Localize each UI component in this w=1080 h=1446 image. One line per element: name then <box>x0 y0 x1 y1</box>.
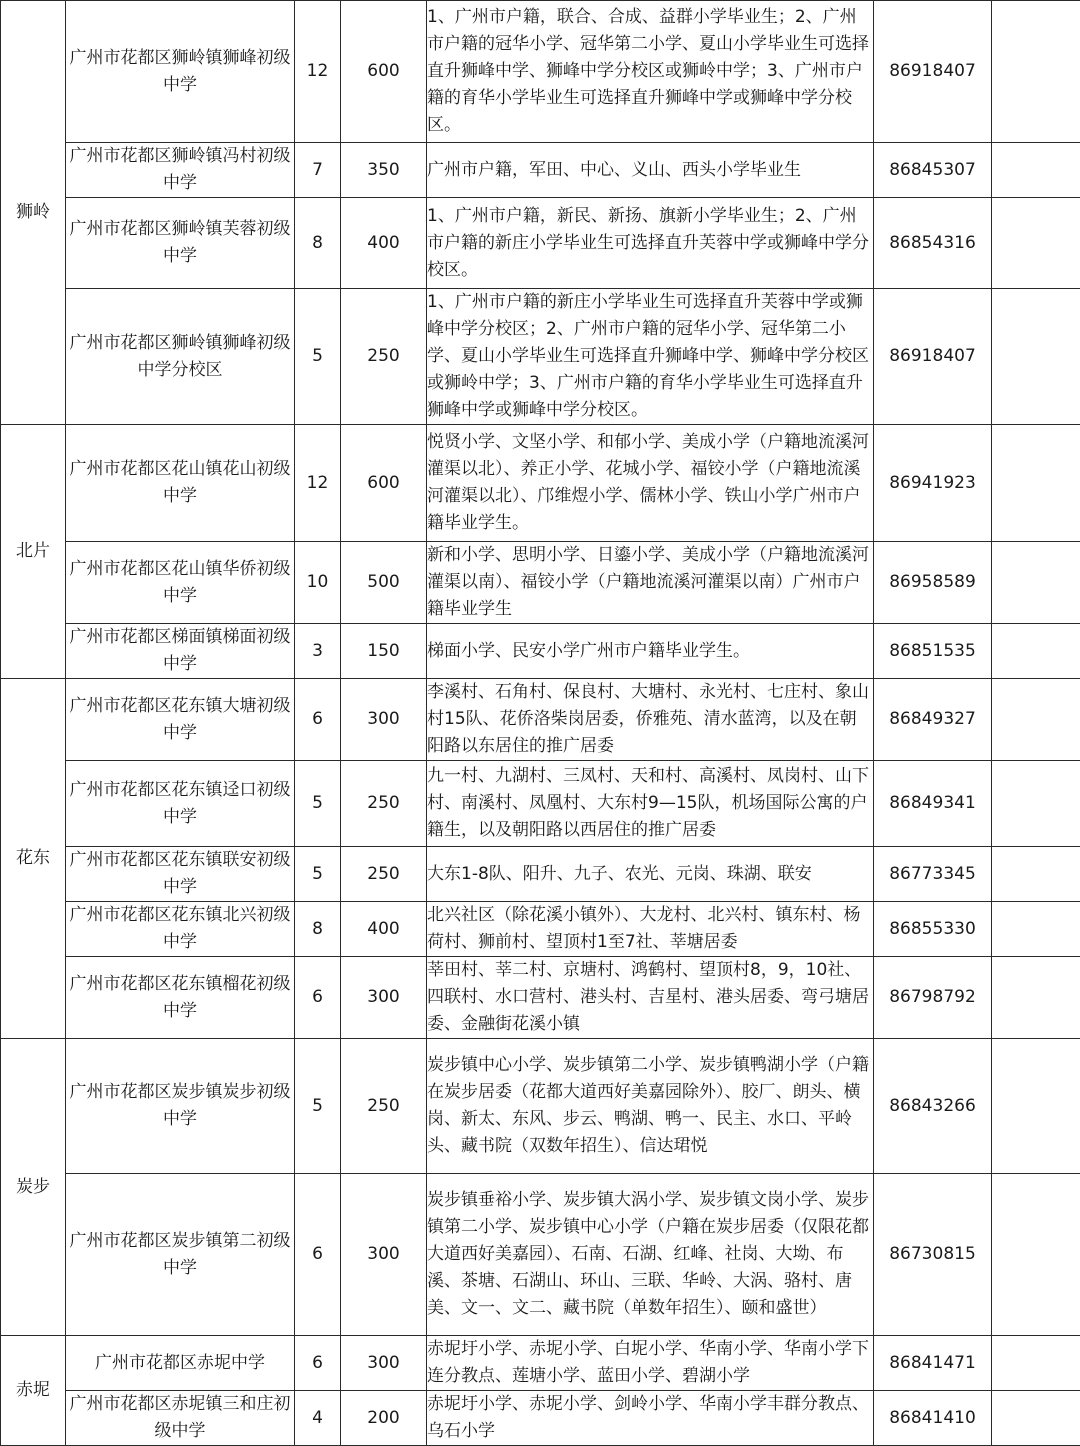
table-row <box>1 902 1080 957</box>
table-row <box>1 289 1080 425</box>
table-row <box>1 624 1080 679</box>
seat-count-cell: 250 <box>341 847 427 902</box>
note-cell <box>992 1174 1080 1336</box>
enrollment-scope-cell: 1、广州市户籍，联合、合成、益群小学毕业生；2、广州市户籍的冠华小学、冠华第二小学、夏山小学毕业生可选择直升狮峰中学、狮峰中学分校区或狮岭中学；3、广州市户籍的育华小学毕业生可选择直升狮峰中学或狮峰中学分校区。 <box>427 1 874 143</box>
note-cell <box>992 679 1080 761</box>
phone-cell: 86941923 <box>874 425 992 542</box>
note-cell <box>992 624 1080 679</box>
seat-count-cell: 250 <box>341 289 427 425</box>
table-row <box>1 679 1080 761</box>
class-count-cell: 6 <box>295 679 341 761</box>
enrollment-scope-cell: 大东1-8队、阳升、九子、农光、元岗、珠湖、联安 <box>427 847 874 902</box>
enrollment-scope-cell: 1、广州市户籍，新民、新扬、旗新小学毕业生；2、广州市户籍的新庄小学毕业生可选择直升芙蓉中学或狮峰中学分校区。 <box>427 198 874 289</box>
area-cell: 狮岭 <box>1 1 66 425</box>
phone-cell: 86849327 <box>874 679 992 761</box>
table-row <box>1 198 1080 289</box>
school-name-cell: 广州市花都区花东镇大塘初级中学 <box>66 679 295 761</box>
phone-cell: 86854316 <box>874 198 992 289</box>
school-name-cell: 广州市花都区花山镇华侨初级中学 <box>66 542 295 624</box>
note-cell <box>992 761 1080 847</box>
seat-count-cell: 250 <box>341 761 427 847</box>
class-count-cell: 4 <box>295 1391 341 1446</box>
seat-count-cell: 200 <box>341 1391 427 1446</box>
seat-count-cell: 300 <box>341 957 427 1039</box>
school-name-cell: 广州市花都区梯面镇梯面初级中学 <box>66 624 295 679</box>
table-row <box>1 425 1080 542</box>
table-row <box>1 761 1080 847</box>
phone-cell: 86841471 <box>874 1336 992 1391</box>
phone-cell: 86730815 <box>874 1174 992 1336</box>
note-cell <box>992 957 1080 1039</box>
seat-count-cell: 600 <box>341 1 427 143</box>
school-name-cell: 广州市花都区花东镇北兴初级中学 <box>66 902 295 957</box>
enrollment-scope-cell: 梯面小学、民安小学广州市户籍毕业学生。 <box>427 624 874 679</box>
class-count-cell: 6 <box>295 1174 341 1336</box>
note-cell <box>992 1336 1080 1391</box>
note-cell <box>992 143 1080 198</box>
note-cell <box>992 542 1080 624</box>
class-count-cell: 5 <box>295 847 341 902</box>
note-cell <box>992 1391 1080 1446</box>
note-cell <box>992 425 1080 542</box>
class-count-cell: 7 <box>295 143 341 198</box>
table-row <box>1 1336 1080 1391</box>
phone-cell: 86851535 <box>874 624 992 679</box>
seat-count-cell: 600 <box>341 425 427 542</box>
seat-count-cell: 150 <box>341 624 427 679</box>
school-name-cell: 广州市花都区狮岭镇狮峰初级中学 <box>66 1 295 143</box>
note-cell <box>992 198 1080 289</box>
seat-count-cell: 500 <box>341 542 427 624</box>
class-count-cell: 6 <box>295 1336 341 1391</box>
enrollment-scope-cell: 悦贤小学、文坚小学、和郁小学、美成小学（户籍地流溪河灌渠以北）、养正小学、花城小学、福铰小学（户籍地流溪河灌渠以北）、邝维煜小学、儒林小学、铁山小学广州市户籍毕业学生。 <box>427 425 874 542</box>
table-row <box>1 1174 1080 1336</box>
class-count-cell: 5 <box>295 761 341 847</box>
school-name-cell: 广州市花都区炭步镇炭步初级中学 <box>66 1039 295 1174</box>
school-name-cell: 广州市花都区花东镇联安初级中学 <box>66 847 295 902</box>
enrollment-scope-cell: 新和小学、思明小学、日鎏小学、美成小学（户籍地流溪河灌渠以南）、福铰小学（户籍地流溪河灌渠以南）广州市户籍毕业学生 <box>427 542 874 624</box>
school-name-cell: 广州市花都区花东镇迳口初级中学 <box>66 761 295 847</box>
note-cell <box>992 902 1080 957</box>
class-count-cell: 12 <box>295 1 341 143</box>
seat-count-cell: 400 <box>341 902 427 957</box>
phone-cell: 86849341 <box>874 761 992 847</box>
enrollment-scope-cell: 九一村、九湖村、三凤村、天和村、高溪村、凤岗村、山下村、南溪村、凤凰村、大东村9—15队，机场国际公寓的户籍生，以及朝阳路以西居住的推广居委 <box>427 761 874 847</box>
phone-cell: 86841410 <box>874 1391 992 1446</box>
note-cell <box>992 847 1080 902</box>
class-count-cell: 8 <box>295 902 341 957</box>
seat-count-cell: 300 <box>341 1336 427 1391</box>
area-cell: 花东 <box>1 679 66 1039</box>
enrollment-scope-cell: 炭步镇中心小学、炭步镇第二小学、炭步镇鸭湖小学（户籍在炭步居委（花都大道西好美嘉园除外）、胶厂、朗头、横岗、新太、东风、步云、鸭湖、鸭一、民主、水口、平岭头、藏书院（双数年招生）、信达珺悦 <box>427 1039 874 1174</box>
enrollment-scope-cell: 李溪村、石角村、保良村、大塘村、永光村、七庄村、象山村15队、花侨洛柴岗居委，侨雅苑、清水蓝湾，以及在朝阳路以东居住的推广居委 <box>427 679 874 761</box>
note-cell <box>992 1 1080 143</box>
table-row <box>1 957 1080 1039</box>
enrollment-scope-cell: 1、广州市户籍的新庄小学毕业生可选择直升芙蓉中学或狮峰中学分校区；2、广州市户籍的冠华小学、冠华第二小学、夏山小学毕业生可选择直升狮峰中学、狮峰中学分校区或狮岭中学；3、广州市户籍的育华小学毕业生可选择直升狮峰中学或狮峰中学分校区。 <box>427 289 874 425</box>
area-cell: 炭步 <box>1 1039 66 1336</box>
enrollment-scope-cell: 炭步镇垂裕小学、炭步镇大涡小学、炭步镇文岗小学、炭步镇第二小学、炭步镇中心小学（户籍在炭步居委（仅限花都大道西好美嘉园）、石南、石湖、红峰、社岗、大坳、布溪、茶塘、石湖山、环山、三联、华岭、大涡、骆村、唐美、文一、文二、藏书院（单数年招生）、颐和盛世） <box>427 1174 874 1336</box>
class-count-cell: 5 <box>295 1039 341 1174</box>
phone-cell: 86855330 <box>874 902 992 957</box>
note-cell <box>992 1039 1080 1174</box>
phone-cell: 86798792 <box>874 957 992 1039</box>
area-cell: 赤坭 <box>1 1336 66 1446</box>
enrollment-scope-cell: 广州市户籍，军田、中心、义山、西头小学毕业生 <box>427 143 874 198</box>
phone-cell: 86773345 <box>874 847 992 902</box>
school-name-cell: 广州市花都区狮岭镇狮峰初级中学分校区 <box>66 289 295 425</box>
enrollment-scope-cell: 北兴社区（除花溪小镇外）、大龙村、北兴村、镇东村、杨荷村、狮前村、望顶村1至7社、莘塘居委 <box>427 902 874 957</box>
seat-count-cell: 300 <box>341 1174 427 1336</box>
phone-cell: 86843266 <box>874 1039 992 1174</box>
table-row <box>1 847 1080 902</box>
area-cell: 北片 <box>1 425 66 679</box>
school-name-cell: 广州市花都区狮岭镇芙蓉初级中学 <box>66 198 295 289</box>
class-count-cell: 5 <box>295 289 341 425</box>
seat-count-cell: 250 <box>341 1039 427 1174</box>
table-row <box>1 1039 1080 1174</box>
phone-cell: 86845307 <box>874 143 992 198</box>
school-name-cell: 广州市花都区赤坭镇三和庄初级中学 <box>66 1391 295 1446</box>
phone-cell: 86958589 <box>874 542 992 624</box>
table-row <box>1 542 1080 624</box>
note-cell <box>992 289 1080 425</box>
table-row <box>1 143 1080 198</box>
school-name-cell: 广州市花都区花东镇榴花初级中学 <box>66 957 295 1039</box>
school-name-cell: 广州市花都区赤坭中学 <box>66 1336 295 1391</box>
school-name-cell: 广州市花都区花山镇花山初级中学 <box>66 425 295 542</box>
class-count-cell: 8 <box>295 198 341 289</box>
table-row <box>1 1 1080 143</box>
phone-cell: 86918407 <box>874 1 992 143</box>
class-count-cell: 6 <box>295 957 341 1039</box>
class-count-cell: 3 <box>295 624 341 679</box>
seat-count-cell: 300 <box>341 679 427 761</box>
enrollment-scope-cell: 赤坭圩小学、赤坭小学、剑岭小学、华南小学丰群分教点、乌石小学 <box>427 1391 874 1446</box>
table-row <box>1 1391 1080 1446</box>
seat-count-cell: 350 <box>341 143 427 198</box>
enrollment-scope-cell: 赤坭圩小学、赤坭小学、白坭小学、华南小学、华南小学下连分教点、莲塘小学、蓝田小学、碧湖小学 <box>427 1336 874 1391</box>
seat-count-cell: 400 <box>341 198 427 289</box>
class-count-cell: 10 <box>295 542 341 624</box>
phone-cell: 86918407 <box>874 289 992 425</box>
school-name-cell: 广州市花都区狮岭镇冯村初级中学 <box>66 143 295 198</box>
enrollment-scope-cell: 莘田村、莘二村、京塘村、鸿鹤村、望顶村8，9，10社、四联村、水口营村、港头村、吉星村、港头居委、弯弓塘居委、金融街花溪小镇 <box>427 957 874 1039</box>
class-count-cell: 12 <box>295 425 341 542</box>
school-name-cell: 广州市花都区炭步镇第二初级中学 <box>66 1174 295 1336</box>
